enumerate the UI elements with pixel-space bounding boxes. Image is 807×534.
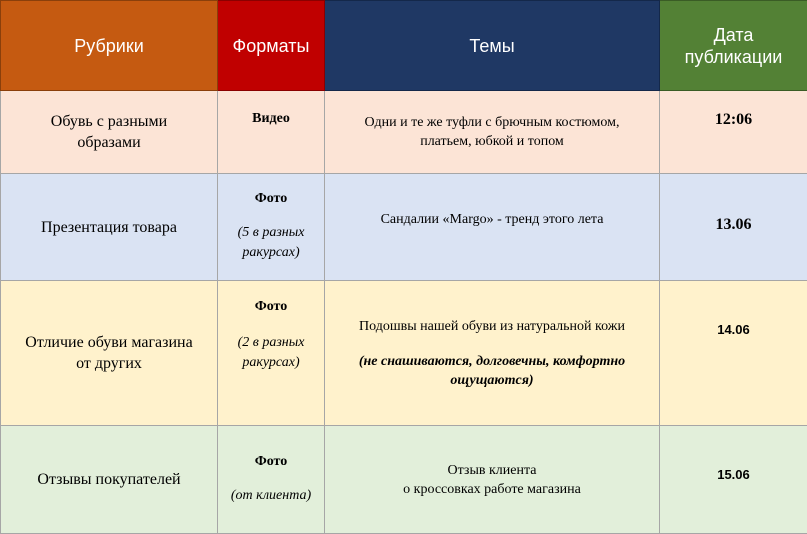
rubric-cell (1, 91, 218, 174)
format-label: Фото (222, 299, 320, 315)
rubric-cell (1, 426, 218, 534)
header-formats-label: Форматы (233, 36, 310, 56)
table-row (1, 174, 807, 281)
format-note: (5 в разных (222, 223, 320, 243)
rubric-cell (1, 281, 218, 426)
format-note: ракурсах) (222, 243, 320, 263)
theme-cell (325, 281, 660, 426)
header-rubrics (1, 1, 218, 91)
table-row (1, 281, 807, 426)
rubric-line: Обувь с разными (5, 111, 213, 132)
theme-cell (325, 426, 660, 534)
header-formats (218, 1, 325, 91)
rubric-line: Отзывы покупателей (37, 471, 180, 488)
date-value: 15.06 (717, 467, 750, 482)
format-cell (218, 426, 325, 534)
rubric-line: Презентация товара (41, 219, 177, 236)
format-note: ракурсах) (222, 353, 320, 373)
header-date-line2: публикации (664, 46, 803, 68)
format-note: (от клиента) (222, 486, 320, 506)
header-row (1, 1, 807, 91)
format-note: (2 в разных (222, 333, 320, 353)
theme-cell (325, 174, 660, 281)
theme-line: Сандалии «Margo» - тренд этого лета (381, 212, 604, 227)
date-cell (660, 91, 807, 174)
date-value: 13.06 (716, 216, 752, 233)
date-cell (660, 426, 807, 534)
rubric-cell (1, 174, 218, 281)
header-rubrics-label: Рубрики (74, 36, 144, 56)
format-label: Фото (222, 454, 320, 470)
rubric-line: образами (5, 132, 213, 153)
format-cell (218, 91, 325, 174)
theme-line: Подошвы нашей обуви из натуральной кожи (329, 317, 655, 336)
theme-cell (325, 91, 660, 174)
date-cell (660, 281, 807, 426)
theme-line: платьем, юбкой и топом (329, 132, 655, 151)
header-themes (325, 1, 660, 91)
date-value: 14.06 (717, 322, 750, 337)
header-themes-label: Темы (469, 36, 514, 56)
format-cell (218, 281, 325, 426)
theme-line: Отзыв клиента (329, 461, 655, 480)
header-date (660, 1, 807, 91)
theme-note: ощущаются) (329, 371, 655, 390)
theme-note: (не снашиваются, долговечны, комфортно (329, 352, 655, 371)
table-row (1, 91, 807, 174)
format-cell (218, 174, 325, 281)
date-cell (660, 174, 807, 281)
rubric-line: Отличие обуви магазина (5, 332, 213, 353)
date-value: 12:06 (715, 111, 752, 128)
format-label: Фото (222, 191, 320, 207)
header-date-line1: Дата (664, 24, 803, 46)
theme-line: о кроссовках работе магазина (329, 480, 655, 499)
theme-line: Одни и те же туфли с брючным костюмом, (329, 113, 655, 132)
table-row (1, 426, 807, 534)
rubric-line: от других (5, 353, 213, 374)
format-label: Видео (252, 111, 290, 126)
